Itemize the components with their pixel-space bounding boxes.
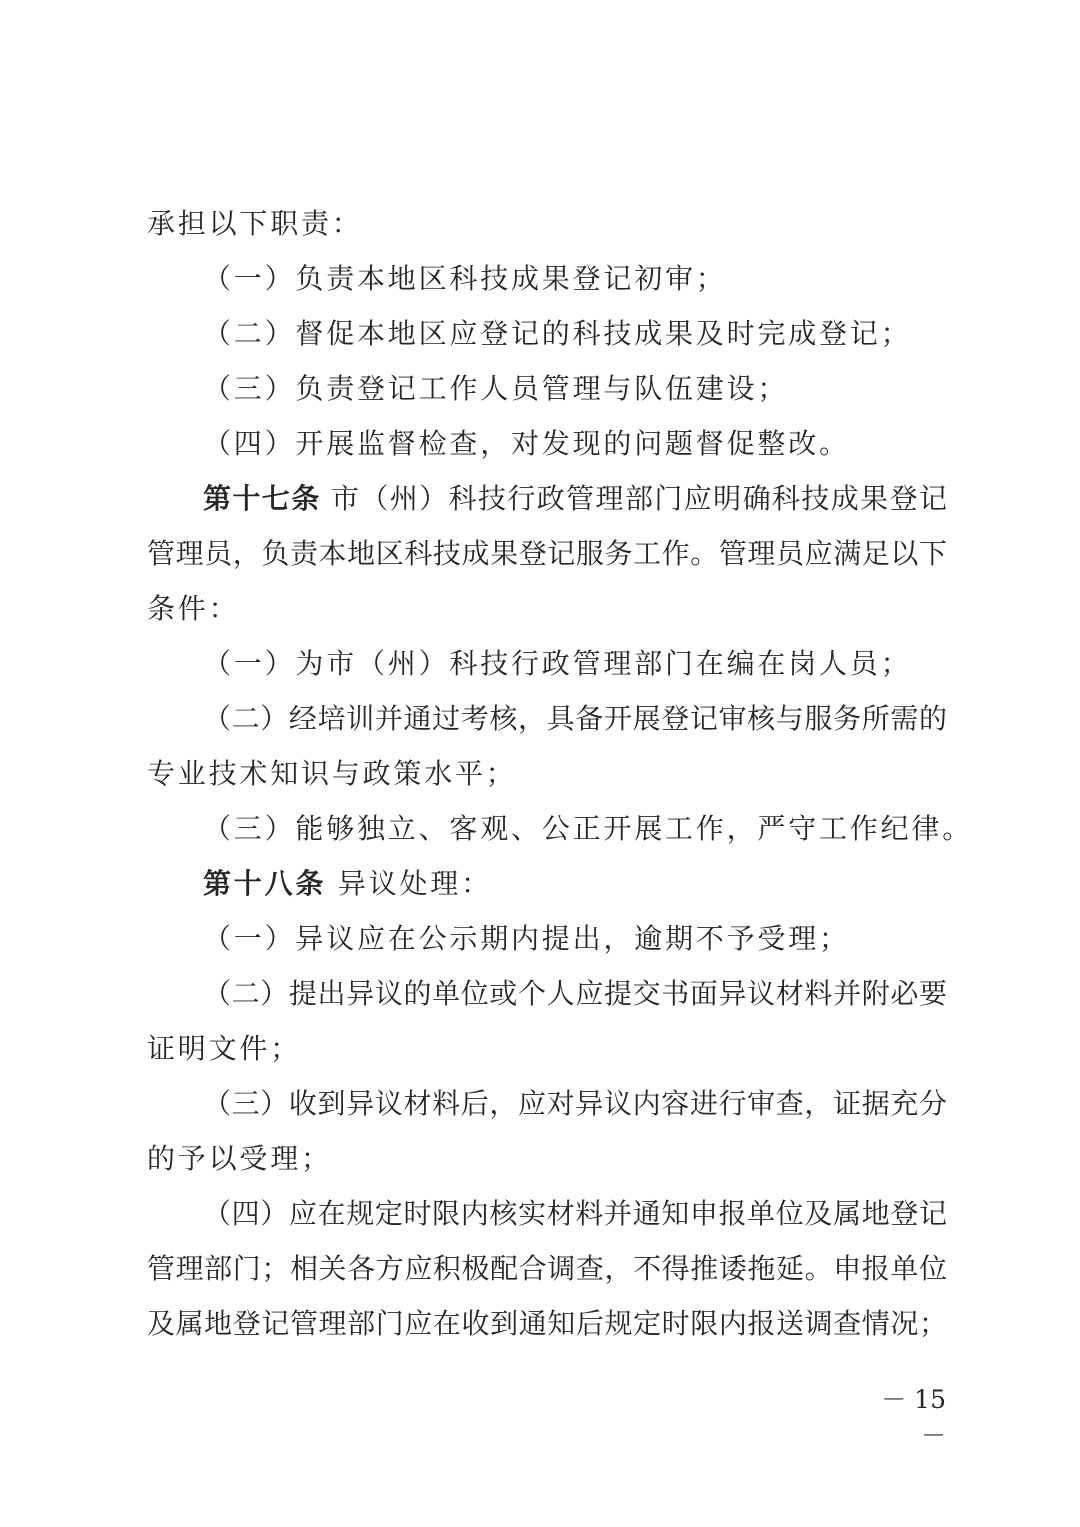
duty-item-4: （四）开展监督检查，对发现的问题督促整改。 [203,427,850,460]
article-18-item-2-line2: 证明文件； [147,1032,302,1065]
article-18-item-3-line2: 的予以受理； [147,1142,332,1175]
page-number: － 15 － [881,1385,946,1450]
article-17-line2: 管理员，负责本地区科技成果登记服务工作。管理员应满足以下 [147,537,947,570]
article-18-item-4-line3: 及属地登记管理部门应在收到通知后规定时限内报送调查情况； [147,1307,947,1340]
article-17-first-line [203,479,947,519]
article-18-item-4-line1: （四）应在规定时限内核实材料并通知申报单位及属地登记 [203,1197,947,1230]
article-17-heading: 第十七条 [203,482,321,515]
article-17-item-1: （一）为市（州）科技行政管理部门在编在岗人员； [203,647,912,680]
article-18-item-1: （一）异议应在公示期内提出，逾期不予受理； [203,922,850,955]
article-17-item-2-line2: 专业技术知识与政策水平； [147,757,517,790]
continuation-text: 承担以下职责： [147,207,363,240]
duty-item-3: （三）负责登记工作人员管理与队伍建设； [203,372,789,405]
article-18-first-line [203,864,947,904]
article-17-item-2-line1: （二）经培训并通过考核，具备开展登记审核与服务所需的 [203,702,947,735]
article-17-line3: 条件： [147,592,240,625]
article-18-heading-text: 异议处理： [337,867,492,900]
article-18-item-3-line1: （三）收到异议材料后，应对异议内容进行审查，证据充分 [203,1087,947,1120]
article-18-item-2-line1: （二）提出异议的单位或个人应提交书面异议材料并附必要 [203,977,947,1010]
duty-item-2: （二）督促本地区应登记的科技成果及时完成登记； [203,317,912,350]
article-18-heading: 第十八条 [203,867,327,900]
article-17-line1-text: 市（州）科技行政管理部门应明确科技成果登记 [330,482,947,515]
duty-item-1: （一）负责本地区科技成果登记初审； [203,262,727,295]
article-18-item-4-line2: 管理部门；相关各方应积极配合调查，不得推诿拖延。申报单位 [147,1252,947,1285]
article-17-item-3: （三）能够独立、客观、公正开展工作，严守工作纪律。 [203,812,974,845]
